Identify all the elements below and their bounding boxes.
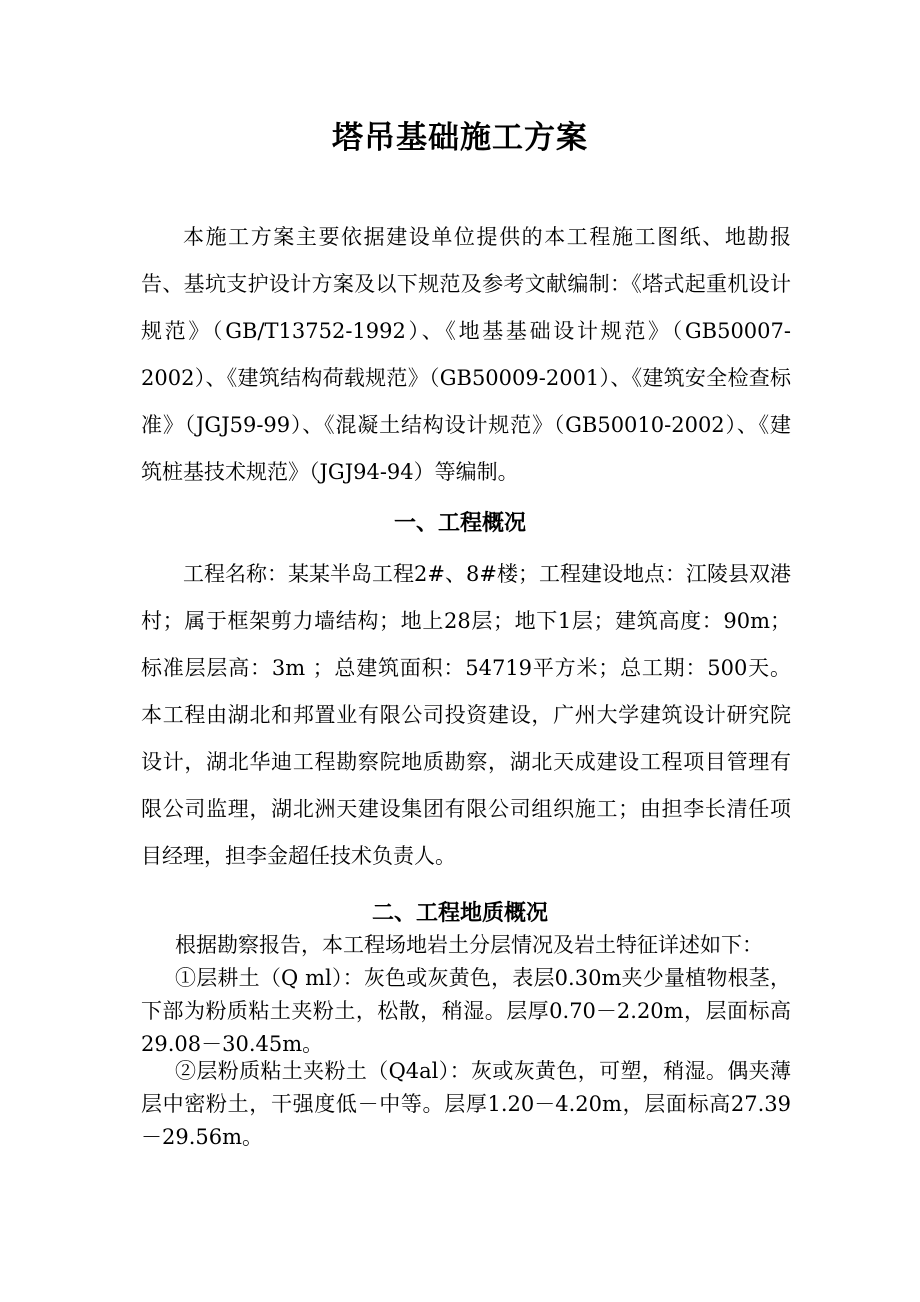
section-1-body: 工程名称：某某半岛工程2#、8#楼；工程建设地点：江陵县双港村；属于框架剪力墙结构；地上28层；地下1层；建筑高度：90m；标准层层高：3m ；总建筑面积：54719平方米；总工期：500天。本工程由湖北和邦置业有限公司投资建设，广州大学建筑设计研究院设计，湖北华迪工程勘察院地质勘察，湖北天成建设工程项目管理有限公司监理，湖北洲天建设集团有限公司组织施工；由担李长清任项目经理，担李金超任技术负责人。 <box>141 562 791 868</box>
soil-layer-2: ②层粉质粘土夹粉土（Q4al）：灰或灰黄色，可塑，稍湿。偶夹薄层中密粉土，干强度低－中等。层厚1.20－4.20m，层面标高27.39－29.56m。 <box>141 1059 791 1149</box>
document-title: 塔吊基础施工方案 <box>332 120 588 156</box>
section-1-heading: 一、工程概况 <box>393 510 526 536</box>
intro-paragraph: 本施工方案主要依据建设单位提供的本工程施工图纸、地勘报告、基坑支护设计方案及以下规范及参考文献编制：《塔式起重机设计规范》（GB/T13752-1992）、《地基基础设计规范》（GB50007-2002）、《建筑结构荷载规范》（GB50009-2001）、《建筑安全检查标准》（JGJ59-99）、《混凝土结构设计规范》（GB50010-2002）、《建筑桩基技术规范》（JGJ94-94）等编制。 <box>141 225 791 484</box>
section-2-heading: 二、工程地质概况 <box>371 900 548 926</box>
soil-layer-1: ①层耕土（Q ml）：灰色或灰黄色，表层0.30m夹少量植物根茎，下部为粉质粘土夹粉土，松散，稍湿。层厚0.70－2.20m，层面标高29.08－30.45m。 <box>141 966 791 1056</box>
section-2-lead: 根据勘察报告，本工程场地岩土分层情况及岩土特征详述如下： <box>175 933 763 957</box>
